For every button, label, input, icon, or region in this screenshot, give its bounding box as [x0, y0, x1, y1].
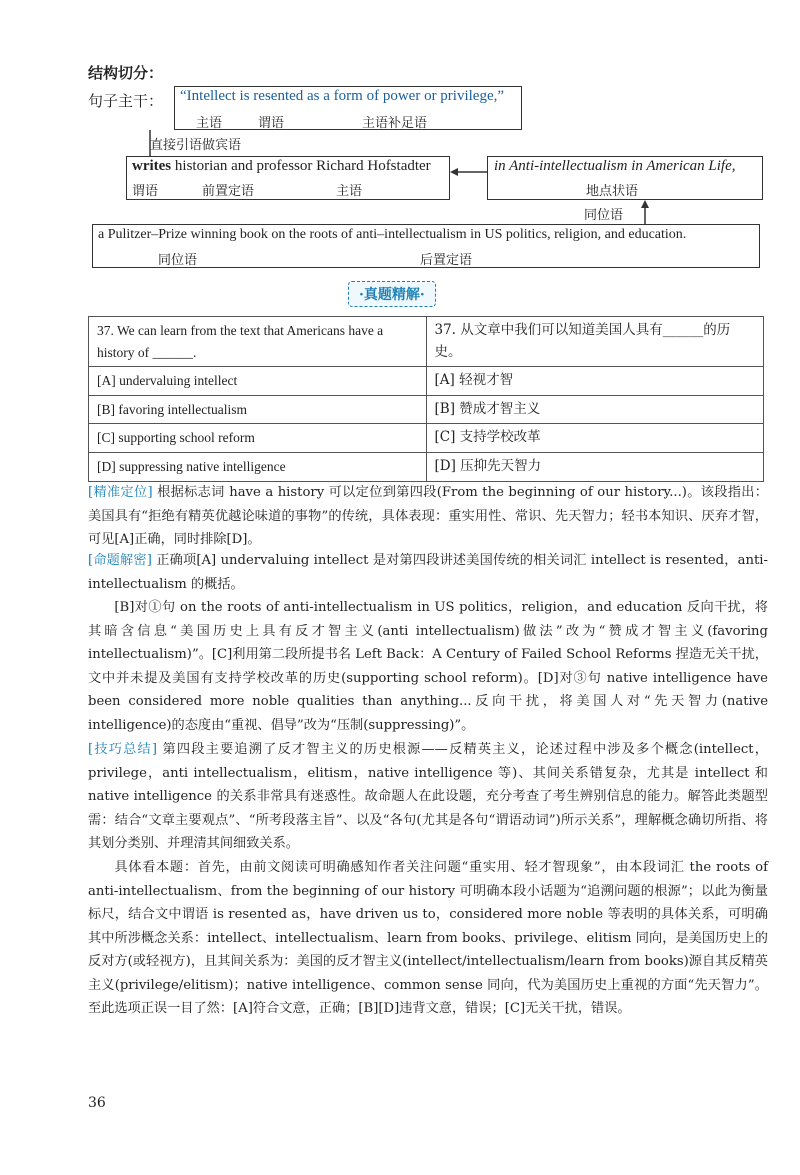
option-en-a: [A] undervaluing intellect — [89, 367, 427, 396]
option-zh-b: [B] 赞成才智主义 — [426, 395, 764, 424]
tag-locate: [精准定位] — [88, 485, 153, 500]
main-clause-label: 句子主干： — [88, 92, 164, 110]
paragraph-decode-text: 正确项[A] undervaluing intellect 是对第四段讲述美国传统的相关词汇 intellect is resented，anti-intellectualism 的概括。 — [88, 553, 768, 592]
pulitzer-line: a Pulitzer–Prize winning book on the roots of anti–intellectualism in US politics, religion, and education. — [98, 227, 687, 242]
paragraph-skill-text: 第四段主要追溯了反才智主义的历史根源——反精英主义，论述过程中涉及多个概念(intellect，privilege，anti intellectualism，elitism，native intelligence 等)、其间关系错复杂，尤其是 intellect 和 native intelligence 的关系非常具有迷惑性。故命题人在此设题，充分考查了考生辨别信息的能力。解答此类题型需：结合“文章主要观点”、“所考段落主旨”、以及“各句(尤其是各句“谓语动词”)所示关系”，理解概念确切所指、将其划分类别、并理清其间细致关系。 — [88, 742, 768, 851]
caption-appositive: 同位语 — [584, 208, 624, 223]
arrow-head-place — [450, 168, 458, 176]
question-zh-stem: 37. 从文章中我们可以知道美国人具有______的历史。 — [426, 317, 764, 367]
caption-place: 地点状语 — [586, 184, 639, 199]
arrow-label-object: 直接引语做宾语 — [150, 138, 242, 153]
caption-complement: 主语补足语 — [362, 116, 428, 131]
table-row — [89, 367, 764, 396]
page-number: 36 — [88, 1095, 106, 1111]
place-line: in Anti-intellectualism in American Life, — [494, 158, 736, 174]
question-en-stem: 37. We can learn from the text that Americans have a history of ______. — [89, 317, 427, 367]
table-row — [89, 317, 764, 367]
paragraph-locate-text: 根据标志词 have a history 可以定位到第四段(From the beginning of our history...)。该段指出：美国具有“拒绝有精英优越论味道的事物”的传统，具体表现：重实用性、常识、先天智力；轻书本知识、厌弃才智，可见[A]正确，同时排除[D]。 — [88, 485, 768, 547]
caption-post-attr: 后置定语 — [420, 253, 473, 268]
caption-w-predicate: 谓语 — [132, 184, 159, 199]
caption-w-subject: 主语 — [336, 184, 363, 199]
main-clause-quote: “Intellect is resented as a form of power or privilege,” — [180, 88, 505, 104]
tag-skill: [技巧总结] — [88, 742, 158, 757]
structure-heading: 结构切分： — [88, 64, 164, 82]
option-zh-d: [D] 压抑先天智力 — [426, 452, 764, 481]
arrow-head-appositive — [641, 200, 649, 208]
option-en-b: [B] favoring intellectualism — [89, 395, 427, 424]
paragraph-distractors: [B]对①句 on the roots of anti-intellectualism in US politics，religion，and education 反向干扰，将其暗含信息“美国历史上具有反才智主义(anti intellectualism)做法”改为“赞成才智主义(favoring intellectualism)”。[C]利用第二段所提书名 Left Back：A Century of Failed School Reforms 捏造无关干扰，文中并未提及美国有支持学校改革的历史(supporting school reform)。[D]对③句 native intelligence have been considered more noble qualities than anything...反向干扰，将美国人对“先天智力(native intelligence)的态度由“重视、倡导”改为“压制(suppressing)”。 — [88, 600, 768, 733]
option-en-d: [D] suppressing native intelligence — [89, 452, 427, 481]
section-badge: ·真题精解· — [348, 281, 436, 307]
writes-rest: historian and professor Richard Hofstadter — [171, 158, 431, 174]
paragraph-locate — [88, 481, 768, 552]
tag-decode: [命题解密] — [88, 553, 152, 568]
table-row — [89, 452, 764, 481]
option-en-c: [C] supporting school reform — [89, 424, 427, 453]
table-row — [89, 395, 764, 424]
table-row — [89, 424, 764, 453]
writes-word: writes — [132, 158, 172, 174]
option-zh-c: [C] 支持学校改革 — [426, 424, 764, 453]
caption-p-appositive: 同位语 — [158, 253, 198, 268]
paragraph-decode — [88, 549, 768, 596]
caption-subject: 主语 — [196, 116, 223, 131]
option-zh-a: [A] 轻视才智 — [426, 367, 764, 396]
diagram-arrows — [0, 0, 800, 300]
question-table — [88, 316, 764, 482]
paragraph-detail: 具体看本题：首先，由前文阅读可明确感知作者关注问题“重实用、轻才智现象”，由本段词汇 the roots of anti-intellectualism、from the beginning of our history 可明确本段小话题为“追溯问题的根源”；以此为衡量标尺，结合文中谓语 is resented as，have driven us to，considered more noble 等表明的具体关系，可明确其中所涉概念关系：intellect、intellectualism、learn from books、privilege、elitism 同向，是美国历史上的反对方(或轻视方)，且其间关系为：美国的反才智主义(intellect/intellectualism/learn from books)源自其反精英主义(privilege/elitism)；native intelligence、common sense 同向，代为美国历史上重视的方面“先天智力”。至此选项正误一目了然：[A]符合文意，正确；[B][D]违背文意，错误；[C]无关干扰，错误。 — [88, 860, 768, 1016]
caption-pre-attr: 前置定语 — [202, 184, 255, 199]
paragraph-skill — [88, 738, 768, 856]
caption-predicate: 谓语 — [258, 116, 285, 131]
